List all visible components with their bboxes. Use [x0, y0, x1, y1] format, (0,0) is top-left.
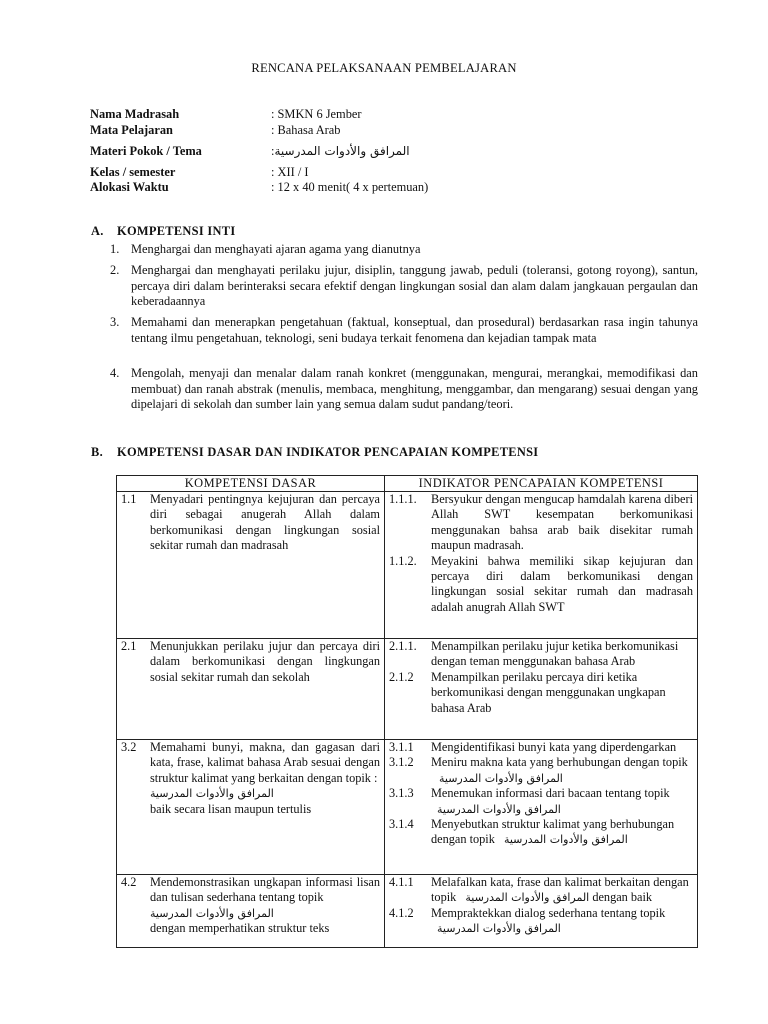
kd-cell [117, 740, 385, 875]
section-letter: B. [91, 445, 103, 459]
table-row [117, 492, 698, 639]
kd-text: Menunjukkan perilaku jujur dan percaya diri dalam berkomunikasi dengan lingkungan sosial sekitar rumah dan sekolah [150, 639, 380, 684]
indicator-item [389, 755, 693, 786]
indicator-number: 2.1.2 [389, 669, 414, 684]
ki-number: 1. [110, 242, 120, 256]
arabic-topic: المرافق والأدوات المدرسية [437, 802, 561, 816]
kd-arabic-line [150, 906, 380, 921]
kd-cell [117, 875, 385, 948]
indicator-cell [385, 639, 698, 740]
arabic-topic: المرافق والأدوات المدرسية [150, 787, 274, 801]
kd-item [121, 875, 380, 937]
identity-row-kelas [90, 164, 309, 180]
indicator-text: Bersyukur dengan mengucap hamdalah karena diberi Allah SWT kesempatan berkomunikasi menggunakan bahsa arab baik disekitar rumah maupun madrasah. [431, 492, 693, 553]
indicator-number: 2.1.1. [389, 639, 417, 653]
identity-label: Materi Pokok / Tema [90, 144, 202, 158]
kd-cell [117, 492, 385, 639]
ki-number: 2. [110, 263, 120, 277]
identity-label: Kelas / semester [90, 165, 176, 179]
competency-table [116, 475, 698, 948]
indicator-item [389, 875, 693, 906]
table-row [117, 740, 698, 875]
section-title: KOMPETENSI DASAR DAN INDIKATOR PENCAPAIAN KOMPETENSI [117, 445, 539, 459]
kd-number: 3.2 [121, 740, 137, 754]
arabic-topic: المرافق والأدوات المدرسية [274, 144, 410, 158]
identity-row-madrasah [90, 106, 362, 122]
ki-item [110, 366, 698, 413]
indicator-text: Mengidentifikasi bunyi kata yang diperdengarkan [431, 740, 677, 754]
kd-number: 1.1 [121, 492, 137, 506]
kd-tail: baik secara lisan maupun tertulis [150, 801, 312, 816]
kd-text: Memahami bunyi, makna, dan gagasan dari kata, frase, kalimat bahasa Arab sesuai dengan struktur kalimat yang berkaitan dengan topik : [150, 740, 380, 785]
indicator-item [389, 554, 693, 616]
table-row [117, 875, 698, 948]
indicator-cell [385, 492, 698, 639]
ki-item [110, 263, 698, 310]
identity-label: Nama Madrasah [90, 107, 180, 121]
indicator-cell [385, 740, 698, 875]
identity-row-materi [90, 143, 410, 159]
ki-text: Mengolah, menyaji dan menalar dalam ranah konkret (menggunakan, mengurai, merangkai, memodifikasi dan membuat) dan ranah abstrak (menulis, membaca, menghitung, menggambar, dan mengarang) sesuai dengan yang dipelajari di sekolah dan sumber lain yang semua dalam sudut pandang/teori. [131, 366, 698, 412]
indicator-item [389, 670, 693, 716]
indicator-number: 3.1.4 [389, 817, 414, 832]
indicator-number: 1.1.1. [389, 492, 417, 506]
indicator-cell [385, 875, 698, 948]
kd-text: Mendemonstrasikan ungkapan informasi lisan dan tulisan sederhana tentang topik [150, 875, 380, 905]
indicator-number: 3.1.1 [389, 740, 414, 754]
indicator-number: 4.1.2 [389, 905, 414, 920]
section-letter: A. [91, 224, 104, 238]
kd-tail: dengan memperhatikan struktur teks [150, 921, 330, 936]
arabic-topic: المرافق والأدوات المدرسية [437, 922, 561, 936]
identity-value: : SMKN 6 Jember [271, 107, 362, 121]
table-row [117, 639, 698, 740]
identity-value: : XII / I [271, 165, 309, 179]
ki-item [110, 242, 698, 258]
kd-number: 4.2 [121, 875, 137, 889]
section-title: KOMPETENSI INTI [117, 224, 236, 238]
indicator-text: Melafalkan kata, frase dan kalimat berkaitan dengan topik [431, 875, 689, 905]
indicator-item [389, 639, 693, 670]
kd-arabic-line [150, 786, 380, 801]
indicator-text: Menyebutkan struktur kalimat yang berhubungan dengan topik [431, 817, 675, 847]
indicator-number: 3.1.3 [389, 786, 414, 801]
identity-value: : Bahasa Arab [271, 123, 341, 137]
ki-item [110, 315, 698, 346]
indicator-item [389, 786, 693, 817]
ki-number: 3. [110, 315, 120, 329]
indicator-number: 4.1.1 [389, 875, 414, 889]
kd-item [121, 492, 380, 554]
ki-text: Memahami dan menerapkan pengetahuan (faktual, konseptual, dan prosedural) berdasarkan rasa ingin tahunya tentang ilmu pengetahuan, teknologi, seni budaya terkait fenomena dan kejadian tampak mata [131, 315, 698, 345]
section-a-heading [91, 224, 235, 239]
column-header: INDIKATOR PENCAPAIAN KOMPETENSI [385, 476, 698, 492]
identity-row-alokasi [90, 179, 428, 195]
indicator-text: Menampilkan perilaku jujur ketika berkomunikasi dengan teman menggunakan bahasa Arab [431, 639, 679, 669]
identity-label: Mata Pelajaran [90, 123, 173, 137]
indicator-text: Menampilkan perilaku percaya diri ketika berkomunikasi dengan menggunakan ungkapan bahasa Arab [431, 669, 666, 715]
arabic-topic: المرافق والأدوات المدرسية [465, 891, 590, 905]
arabic-topic: المرافق والأدوات المدرسية [503, 833, 628, 847]
indicator-item [389, 906, 693, 937]
arabic-topic: المرافق والأدوات المدرسية [150, 906, 274, 920]
kd-item [121, 639, 380, 685]
arabic-topic: المرافق والأدوات المدرسية [439, 771, 563, 785]
indicator-tail: dengan baik [592, 890, 653, 905]
table-header-row [117, 476, 698, 492]
column-header: KOMPETENSI DASAR [117, 476, 385, 492]
indicator-item [389, 740, 693, 755]
ki-text: Menghargai dan menghayati perilaku jujur, disiplin, tanggung jawab, peduli (toleransi, gotong royong), santun, percaya diri dalam berinteraksi secara efektif dengan lingkungan sosial dan alam dalam jangkauan pergaulan dan keberadaannya [131, 263, 698, 309]
document-title: RENCANA PELAKSANAAN PEMBELAJARAN [251, 61, 517, 75]
indicator-number: 1.1.2. [389, 553, 417, 568]
section-b-heading [91, 445, 538, 460]
indicator-text: Menemukan informasi dari bacaan tentang topik [431, 786, 670, 801]
identity-value: : [271, 144, 275, 158]
kd-cell [117, 639, 385, 740]
indicator-item [389, 817, 693, 848]
indicator-text: Meyakini bahwa memiliki sikap kejujuran dan percaya diri dalam berkomunikasi dengan lingkungan sosial sekitar rumah dan madrasah adalah anugrah Allah SWT [431, 553, 693, 614]
identity-row-mapel [90, 122, 341, 138]
identity-label: Alokasi Waktu [90, 180, 169, 194]
indicator-number: 3.1.2 [389, 755, 414, 770]
kd-item [121, 740, 380, 817]
ki-number: 4. [110, 366, 120, 380]
indicator-text: Meniru makna kata yang berhubungan dengan topik [431, 755, 688, 770]
indicator-text: Mempraktekkan dialog sederhana tentang topik [431, 905, 666, 920]
identity-value: : 12 x 40 menit( 4 x pertemuan) [271, 180, 429, 194]
indicator-item [389, 492, 693, 554]
kd-text: Menyadari pentingnya kejujuran dan percaya diri sebagai anugerah Allah dalam berkomunikasi dengan lingkungan sosial sekitar rumah dan madrasah [150, 492, 380, 553]
kd-number: 2.1 [121, 639, 137, 653]
ki-text: Menghargai dan menghayati ajaran agama yang dianutnya [131, 242, 421, 256]
